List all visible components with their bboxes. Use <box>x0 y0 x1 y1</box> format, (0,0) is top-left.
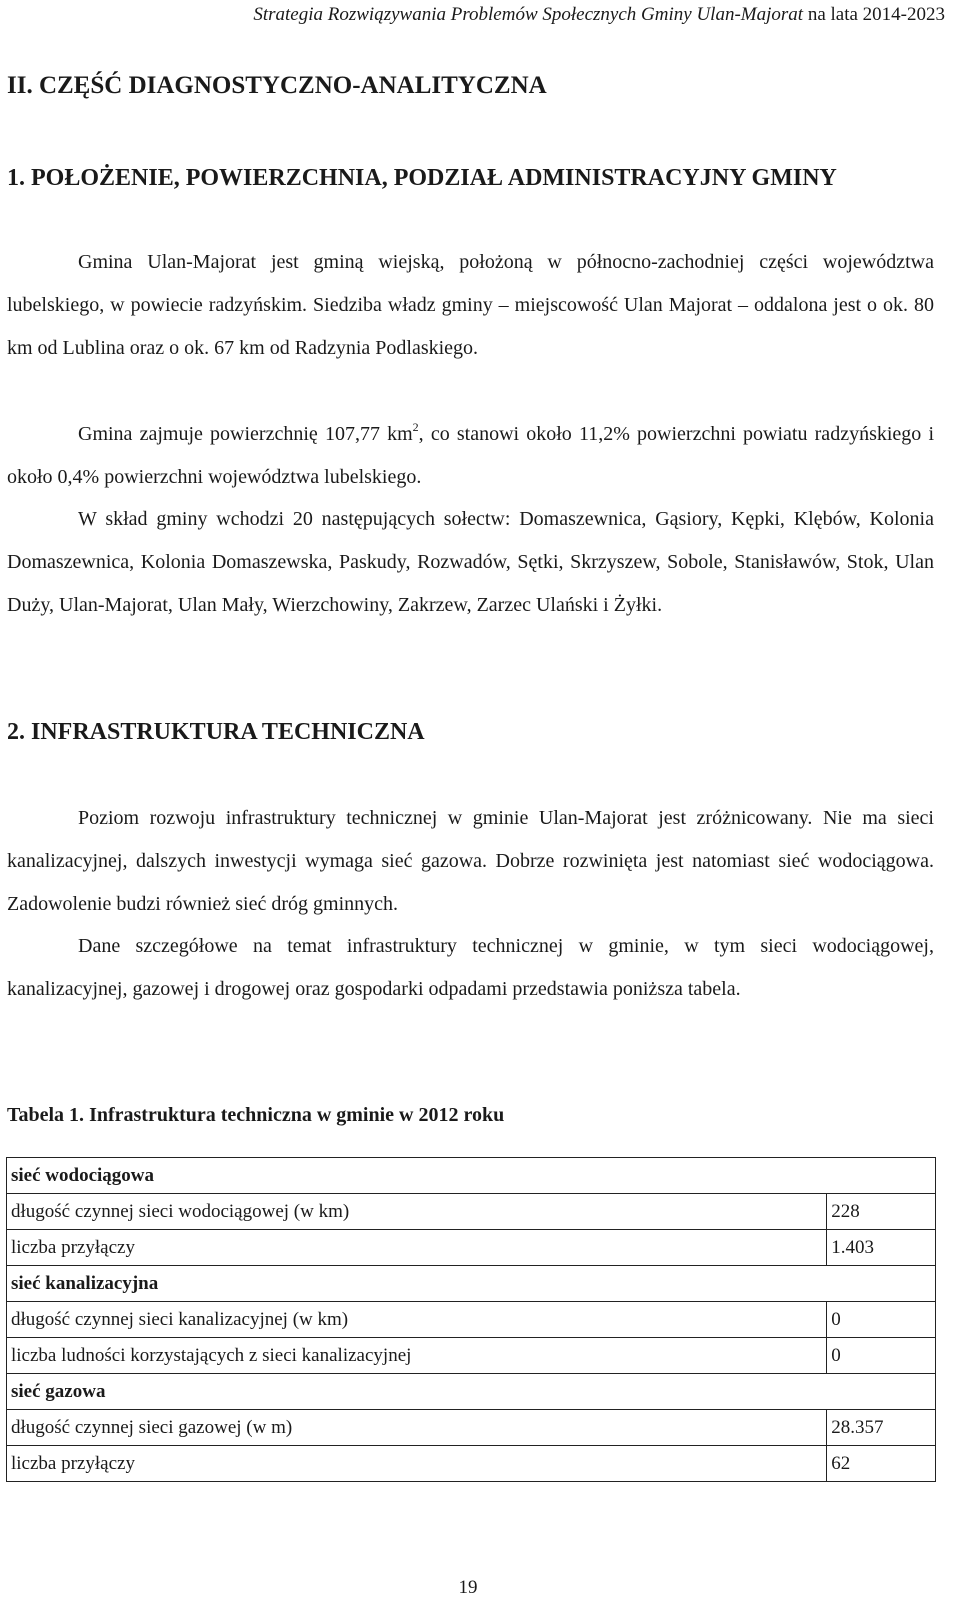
table-cell-value: 1.403 <box>827 1230 936 1266</box>
table-row <box>7 1446 936 1482</box>
table-cell-label: liczba ludności korzystających z sieci kanalizacyjnej <box>7 1338 827 1374</box>
table-caption-number: Tabela 1. <box>7 1104 85 1126</box>
table-row <box>7 1194 936 1230</box>
area-unit-superscript: 2 <box>412 420 419 434</box>
table-caption-title: Infrastruktura techniczna w gminie w 2012 roku <box>84 1104 505 1126</box>
table-row <box>7 1410 936 1446</box>
table-section-sewage: sieć kanalizacyjna <box>7 1266 936 1302</box>
table-section-row <box>7 1158 936 1194</box>
running-header <box>0 3 945 27</box>
area-text: Gmina zajmuje powierzchnię 107,77 km <box>78 423 413 445</box>
table-section-gas: sieć gazowa <box>7 1374 936 1410</box>
section1-heading: 1. POŁOŻENIE, POWIERZCHNIA, PODZIAŁ ADMINISTRACYJNY GMINY <box>7 165 837 191</box>
table-section-row <box>7 1266 936 1302</box>
page-number: 19 <box>458 1577 478 1598</box>
running-header-title: Strategia Rozwiązywania Problemów Społecznych Gminy Ulan-Majorat <box>253 4 804 25</box>
table-row <box>7 1230 936 1266</box>
table-cell-label: długość czynnej sieci kanalizacyjnej (w km) <box>7 1302 827 1338</box>
section2-paragraph-table-intro: Dane szczegółowe na temat infrastruktury technicznej w gminie, w tym sieci wodociągowej, kanalizacyjnej, gazowej i drogowej oraz gospodarki odpadami przedstawia poniższa tabela. <box>7 935 934 1000</box>
table-cell-value: 0 <box>827 1338 936 1374</box>
table-cell-label: liczba przyłączy <box>7 1230 827 1266</box>
running-header-years: na lata 2014-2023 <box>803 4 945 25</box>
table-cell-label: długość czynnej sieci gazowej (w m) <box>7 1410 827 1446</box>
table-cell-label: liczba przyłączy <box>7 1446 827 1482</box>
table-cell-value: 0 <box>827 1302 936 1338</box>
table-row <box>7 1338 936 1374</box>
infrastructure-table <box>6 1157 936 1482</box>
section2-heading: 2. INFRASTRUKTURA TECHNICZNA <box>7 719 425 745</box>
part-heading: II. CZĘŚĆ DIAGNOSTYCZNO-ANALITYCZNA <box>7 72 547 99</box>
table-cell-label: długość czynnej sieci wodociągowej (w km) <box>7 1194 827 1230</box>
table-caption <box>7 1101 504 1129</box>
table-cell-value: 62 <box>827 1446 936 1482</box>
table-section-row <box>7 1374 936 1410</box>
table-section-water: sieć wodociągowa <box>7 1158 936 1194</box>
section1-paragraph-area <box>7 413 934 499</box>
table-cell-value: 228 <box>827 1194 936 1230</box>
area-text-continued: , co stanowi około 11,2% powierzchni powiatu radzyńskiego i około 0,4% powierzchni województwa lubelskiego. <box>7 423 935 488</box>
section1-paragraph-location: Gmina Ulan-Majorat jest gminą wiejską, położoną w północno-zachodniej części województwa lubelskiego, w powiecie radzyńskim. Siedziba władz gminy – miejscowość Ulan Majorat – oddalona jest o ok. 80 km od Lublina oraz o ok. 67 km od Radzynia Podlaskiego. <box>7 251 934 359</box>
table-cell-value: 28.357 <box>827 1410 936 1446</box>
section2-paragraph-overview: Poziom rozwoju infrastruktury technicznej w gminie Ulan-Majorat jest zróżnicowany. Nie ma sieci kanalizacyjnej, dalszych inwestycji wymaga sieć gazowa. Dobrze rozwinięta jest natomiast sieć wodociągowa. Zadowolenie budzi również sieć dróg gminnych. <box>7 807 934 915</box>
section1-paragraph-villages: W skład gminy wchodzi 20 następujących sołectw: Domaszewnica, Gąsiory, Kępki, Klębów, Kolonia Domaszewnica, Kolonia Domaszewska, Paskudy, Rozwadów, Sętki, Skrzyszew, Sobole, Stanisławów, Stok, Ulan Duży, Ulan-Majorat, Ulan Mały, Wierzchowiny, Zakrzew, Zarzec Ulański i Żyłki. <box>7 508 934 616</box>
table-row <box>7 1302 936 1338</box>
